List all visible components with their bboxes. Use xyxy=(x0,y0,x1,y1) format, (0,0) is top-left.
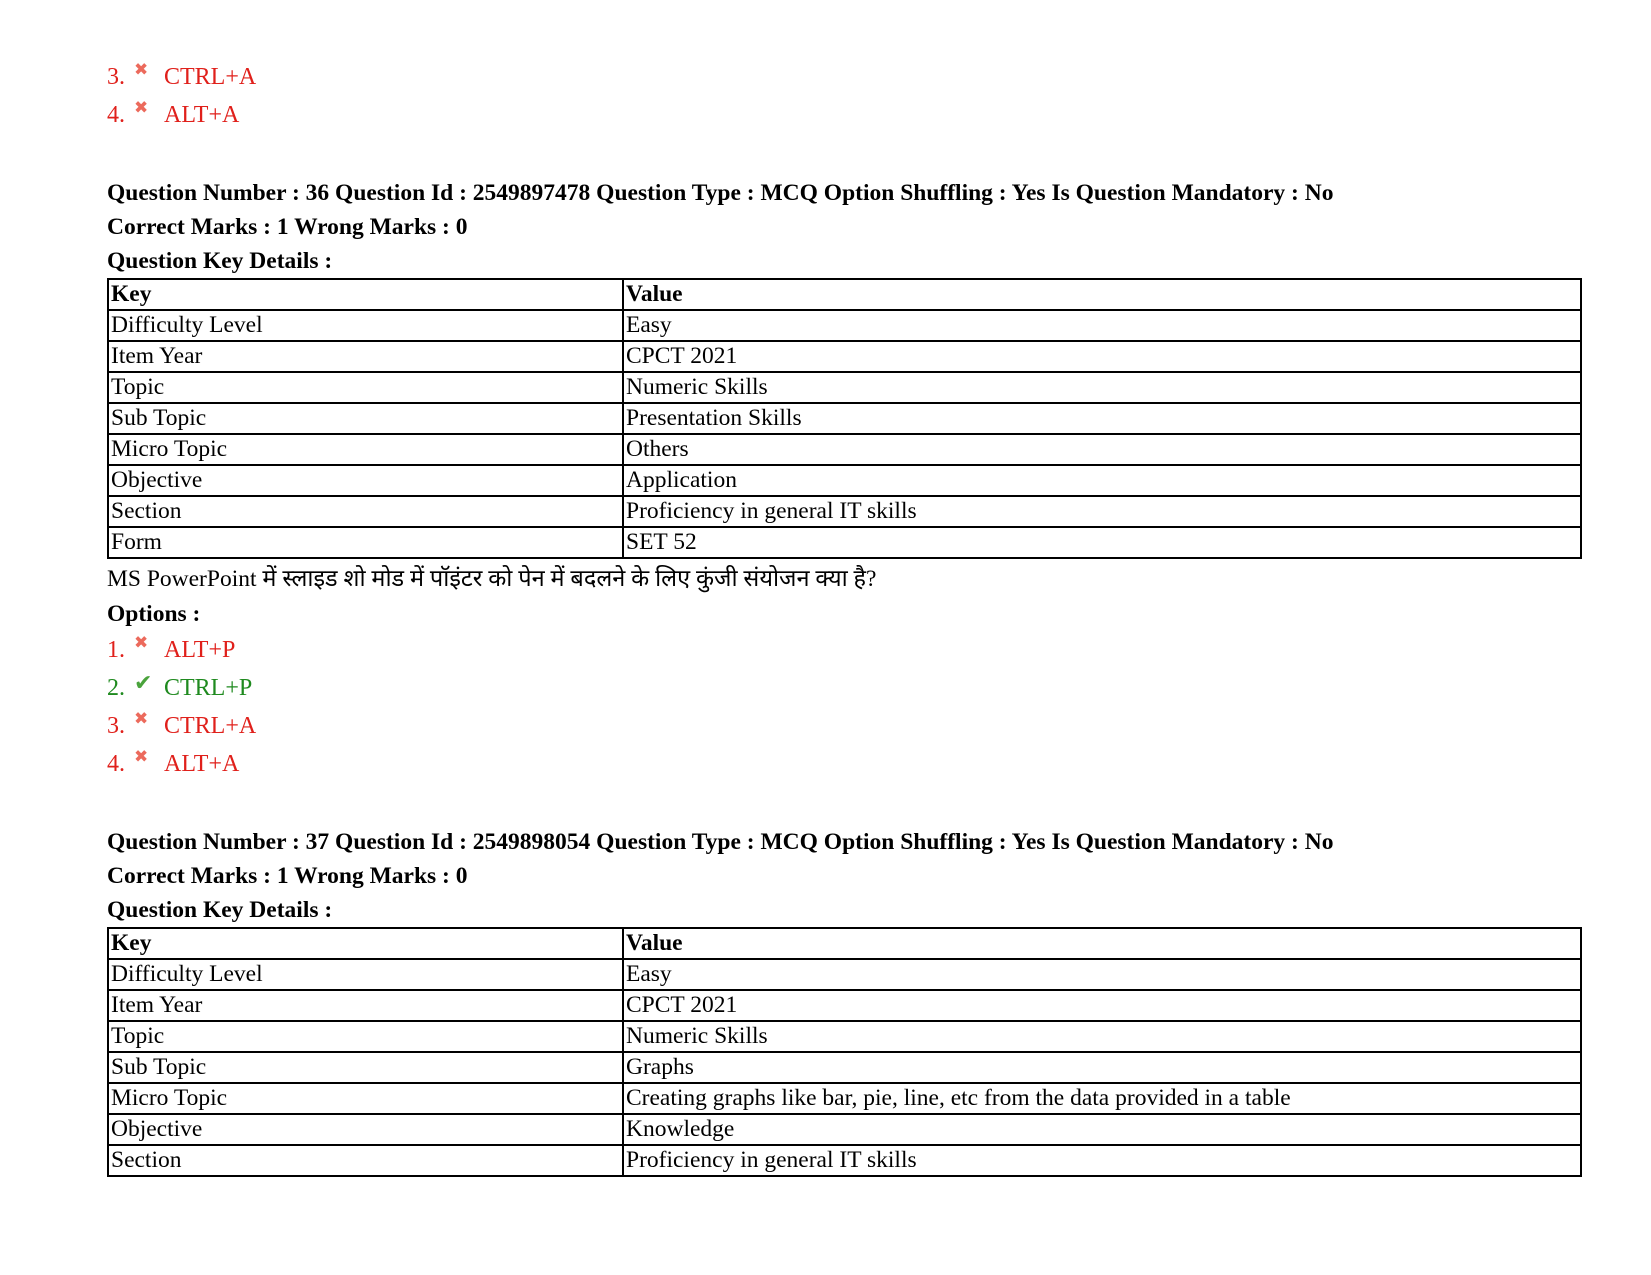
row-key: Sub Topic xyxy=(108,1052,623,1083)
options-label: Options : xyxy=(107,601,201,627)
cross-icon: ✖ xyxy=(134,747,149,766)
key-details-table xyxy=(107,278,1582,559)
options-list xyxy=(107,631,1582,783)
row-key: Form xyxy=(108,527,623,558)
column-header-key: Key xyxy=(108,928,623,959)
table-row xyxy=(108,1114,1581,1145)
table-row xyxy=(108,465,1581,496)
row-value: CPCT 2021 xyxy=(623,990,1581,1021)
option-text: ALT+A xyxy=(164,751,240,777)
table-row xyxy=(108,1052,1581,1083)
table-row xyxy=(108,959,1581,990)
option-text: CTRL+A xyxy=(164,713,257,739)
key-details-label: Question Key Details : xyxy=(107,897,333,923)
marks-line: Correct Marks : 1 Wrong Marks : 0 xyxy=(107,214,468,240)
row-key: Section xyxy=(108,1145,623,1176)
row-value: Others xyxy=(623,434,1581,465)
row-value: SET 52 xyxy=(623,527,1581,558)
table-row xyxy=(108,1145,1581,1176)
question-meta-line: Question Number : 36 Question Id : 2549897478 Question Type : MCQ Option Shuffling : Yes Is Question Mandatory : No xyxy=(107,180,1334,206)
table-row xyxy=(108,403,1581,434)
table-header-row xyxy=(108,279,1581,310)
table-row xyxy=(108,527,1581,558)
option-number: 1. xyxy=(107,637,125,663)
option-text: CTRL+A xyxy=(164,64,257,90)
check-icon: ✔ xyxy=(134,670,153,695)
row-key: Micro Topic xyxy=(108,1083,623,1114)
row-value: Proficiency in general IT skills xyxy=(623,1145,1581,1176)
row-key: Sub Topic xyxy=(108,403,623,434)
option-item xyxy=(107,96,1582,134)
row-key: Difficulty Level xyxy=(108,310,623,341)
row-key: Item Year xyxy=(108,341,623,372)
option-number: 4. xyxy=(107,751,125,777)
key-details-label: Question Key Details : xyxy=(107,248,333,274)
column-header-value: Value xyxy=(623,279,1581,310)
row-value: Graphs xyxy=(623,1052,1581,1083)
row-value: Numeric Skills xyxy=(623,372,1581,403)
option-text: ALT+A xyxy=(164,102,240,128)
row-value: Easy xyxy=(623,959,1581,990)
table-row xyxy=(108,1021,1581,1052)
option-item xyxy=(107,631,1582,669)
option-item xyxy=(107,707,1582,745)
option-number: 2. xyxy=(107,675,125,701)
row-key: Topic xyxy=(108,372,623,403)
option-text: CTRL+P xyxy=(164,675,253,701)
column-header-key: Key xyxy=(108,279,623,310)
option-number: 3. xyxy=(107,713,125,739)
option-item xyxy=(107,745,1582,783)
row-value: Presentation Skills xyxy=(623,403,1581,434)
table-row xyxy=(108,990,1581,1021)
cross-icon: ✖ xyxy=(134,60,149,79)
key-details-table xyxy=(107,927,1582,1177)
table-row xyxy=(108,341,1581,372)
option-number: 3. xyxy=(107,64,125,90)
row-key: Difficulty Level xyxy=(108,959,623,990)
question-header xyxy=(107,825,1582,927)
row-value: Creating graphs like bar, pie, line, etc from the data provided in a table xyxy=(623,1083,1581,1114)
question-block xyxy=(107,176,1582,783)
row-value: Numeric Skills xyxy=(623,1021,1581,1052)
answer-key-page xyxy=(107,58,1582,1185)
row-key: Topic xyxy=(108,1021,623,1052)
cross-icon: ✖ xyxy=(134,633,149,652)
table-row xyxy=(108,310,1581,341)
cross-icon: ✖ xyxy=(134,709,149,728)
row-key: Section xyxy=(108,496,623,527)
table-row xyxy=(108,434,1581,465)
question-meta-line: Question Number : 37 Question Id : 2549898054 Question Type : MCQ Option Shuffling : Yes Is Question Mandatory : No xyxy=(107,829,1334,855)
row-key: Item Year xyxy=(108,990,623,1021)
table-row xyxy=(108,496,1581,527)
previous-question-options xyxy=(107,58,1582,134)
row-key: Micro Topic xyxy=(108,434,623,465)
question-header xyxy=(107,176,1582,278)
option-item-correct xyxy=(107,669,1582,707)
option-text: ALT+P xyxy=(164,637,236,663)
row-key: Objective xyxy=(108,1114,623,1145)
option-number: 4. xyxy=(107,102,125,128)
row-value: Proficiency in general IT skills xyxy=(623,496,1581,527)
table-row xyxy=(108,372,1581,403)
row-value: CPCT 2021 xyxy=(623,341,1581,372)
table-header-row xyxy=(108,928,1581,959)
table-row xyxy=(108,1083,1581,1114)
question-text: MS PowerPoint में स्लाइड शो मोड में पॉइंटर को पेन में बदलने के लिए कुंजी संयोजन क्या है? xyxy=(107,566,877,592)
option-item xyxy=(107,58,1582,96)
row-value: Easy xyxy=(623,310,1581,341)
row-key: Objective xyxy=(108,465,623,496)
question-block xyxy=(107,825,1582,1185)
marks-line: Correct Marks : 1 Wrong Marks : 0 xyxy=(107,863,468,889)
row-value: Application xyxy=(623,465,1581,496)
cross-icon: ✖ xyxy=(134,98,149,117)
table-clip xyxy=(107,927,1582,1185)
row-value: Knowledge xyxy=(623,1114,1581,1145)
column-header-value: Value xyxy=(623,928,1581,959)
